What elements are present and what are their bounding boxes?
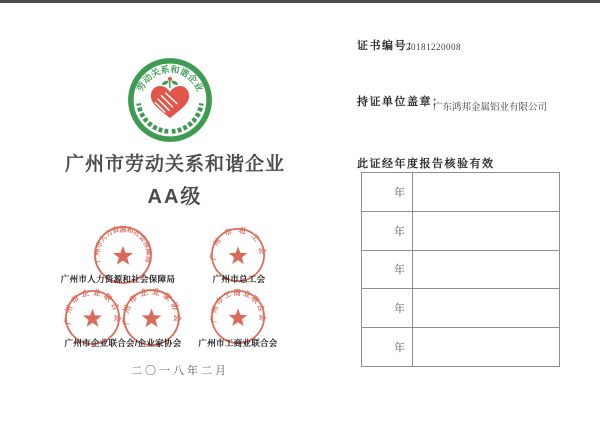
year-cell [362,289,413,327]
heart-hands-icon [151,86,189,118]
table-row [362,211,559,250]
seal-ring-text: 广州市工商业联合会 [209,288,267,324]
blank-cell [413,212,559,250]
seal-label-enterprise-federation: 广州市企业联合会/企业家协会 [64,338,182,348]
table-row [362,288,559,327]
certificate-title: 广州市劳动关系和谐企业 [64,154,285,175]
issue-date: 二〇一八年二月 [131,365,229,377]
blank-cell [413,289,559,327]
certificate-number-label: 证书编号： [357,40,420,52]
blank-cell [413,173,559,211]
holder-unit-label: 持证单位盖章： [357,96,445,108]
year-label: 年 [394,264,405,277]
year-cell [362,328,413,366]
table-row [362,250,559,289]
seal-label-human-resources-bureau: 广州市人力资源和社会保障局 [60,274,176,284]
annual-verification-title: 此证经年度报告核验有效 [357,158,495,170]
year-label: 年 [394,225,405,238]
blank-cell [413,251,559,289]
seal-star-icon [113,246,133,265]
seal-ring-text: 广州市企业联合会 [63,288,122,326]
table-row [362,327,559,366]
seal-star-icon [83,309,102,327]
seal-star-icon [229,246,248,264]
sprout-icon [161,77,178,88]
blank-cell [413,328,559,366]
seal-ring-text: 广州市人力资源和社会保障局 [94,226,152,264]
year-label: 年 [394,186,405,199]
table-row [362,173,559,211]
seal-label-trade-unions: 广州市总工会 [212,274,266,284]
logo-ring-text: 劳动关系和谐企业 [135,64,205,93]
seal-ring-text: 广州市总工会 [209,226,267,261]
year-label: 年 [394,303,405,316]
annual-verification-table [361,172,560,367]
harmonious-enterprise-logo-icon [127,57,213,143]
certificate-number-value: 20181220008 [406,42,461,52]
certificate-grade: AA级 [147,186,203,208]
seal-star-icon [142,308,162,327]
scanner-edge-line [0,0,600,3]
year-cell [362,173,413,211]
holder-unit-value: 广东鸿邦金属铝业有限公司 [433,103,548,113]
seal-ring-text: 广州市企业家协会 [121,287,182,326]
year-cell [362,212,413,250]
year-label: 年 [394,342,405,355]
year-cell [362,251,413,289]
seal-star-icon [229,308,248,326]
seal-label-industry-commerce: 广州市工商业联合会 [198,338,278,348]
